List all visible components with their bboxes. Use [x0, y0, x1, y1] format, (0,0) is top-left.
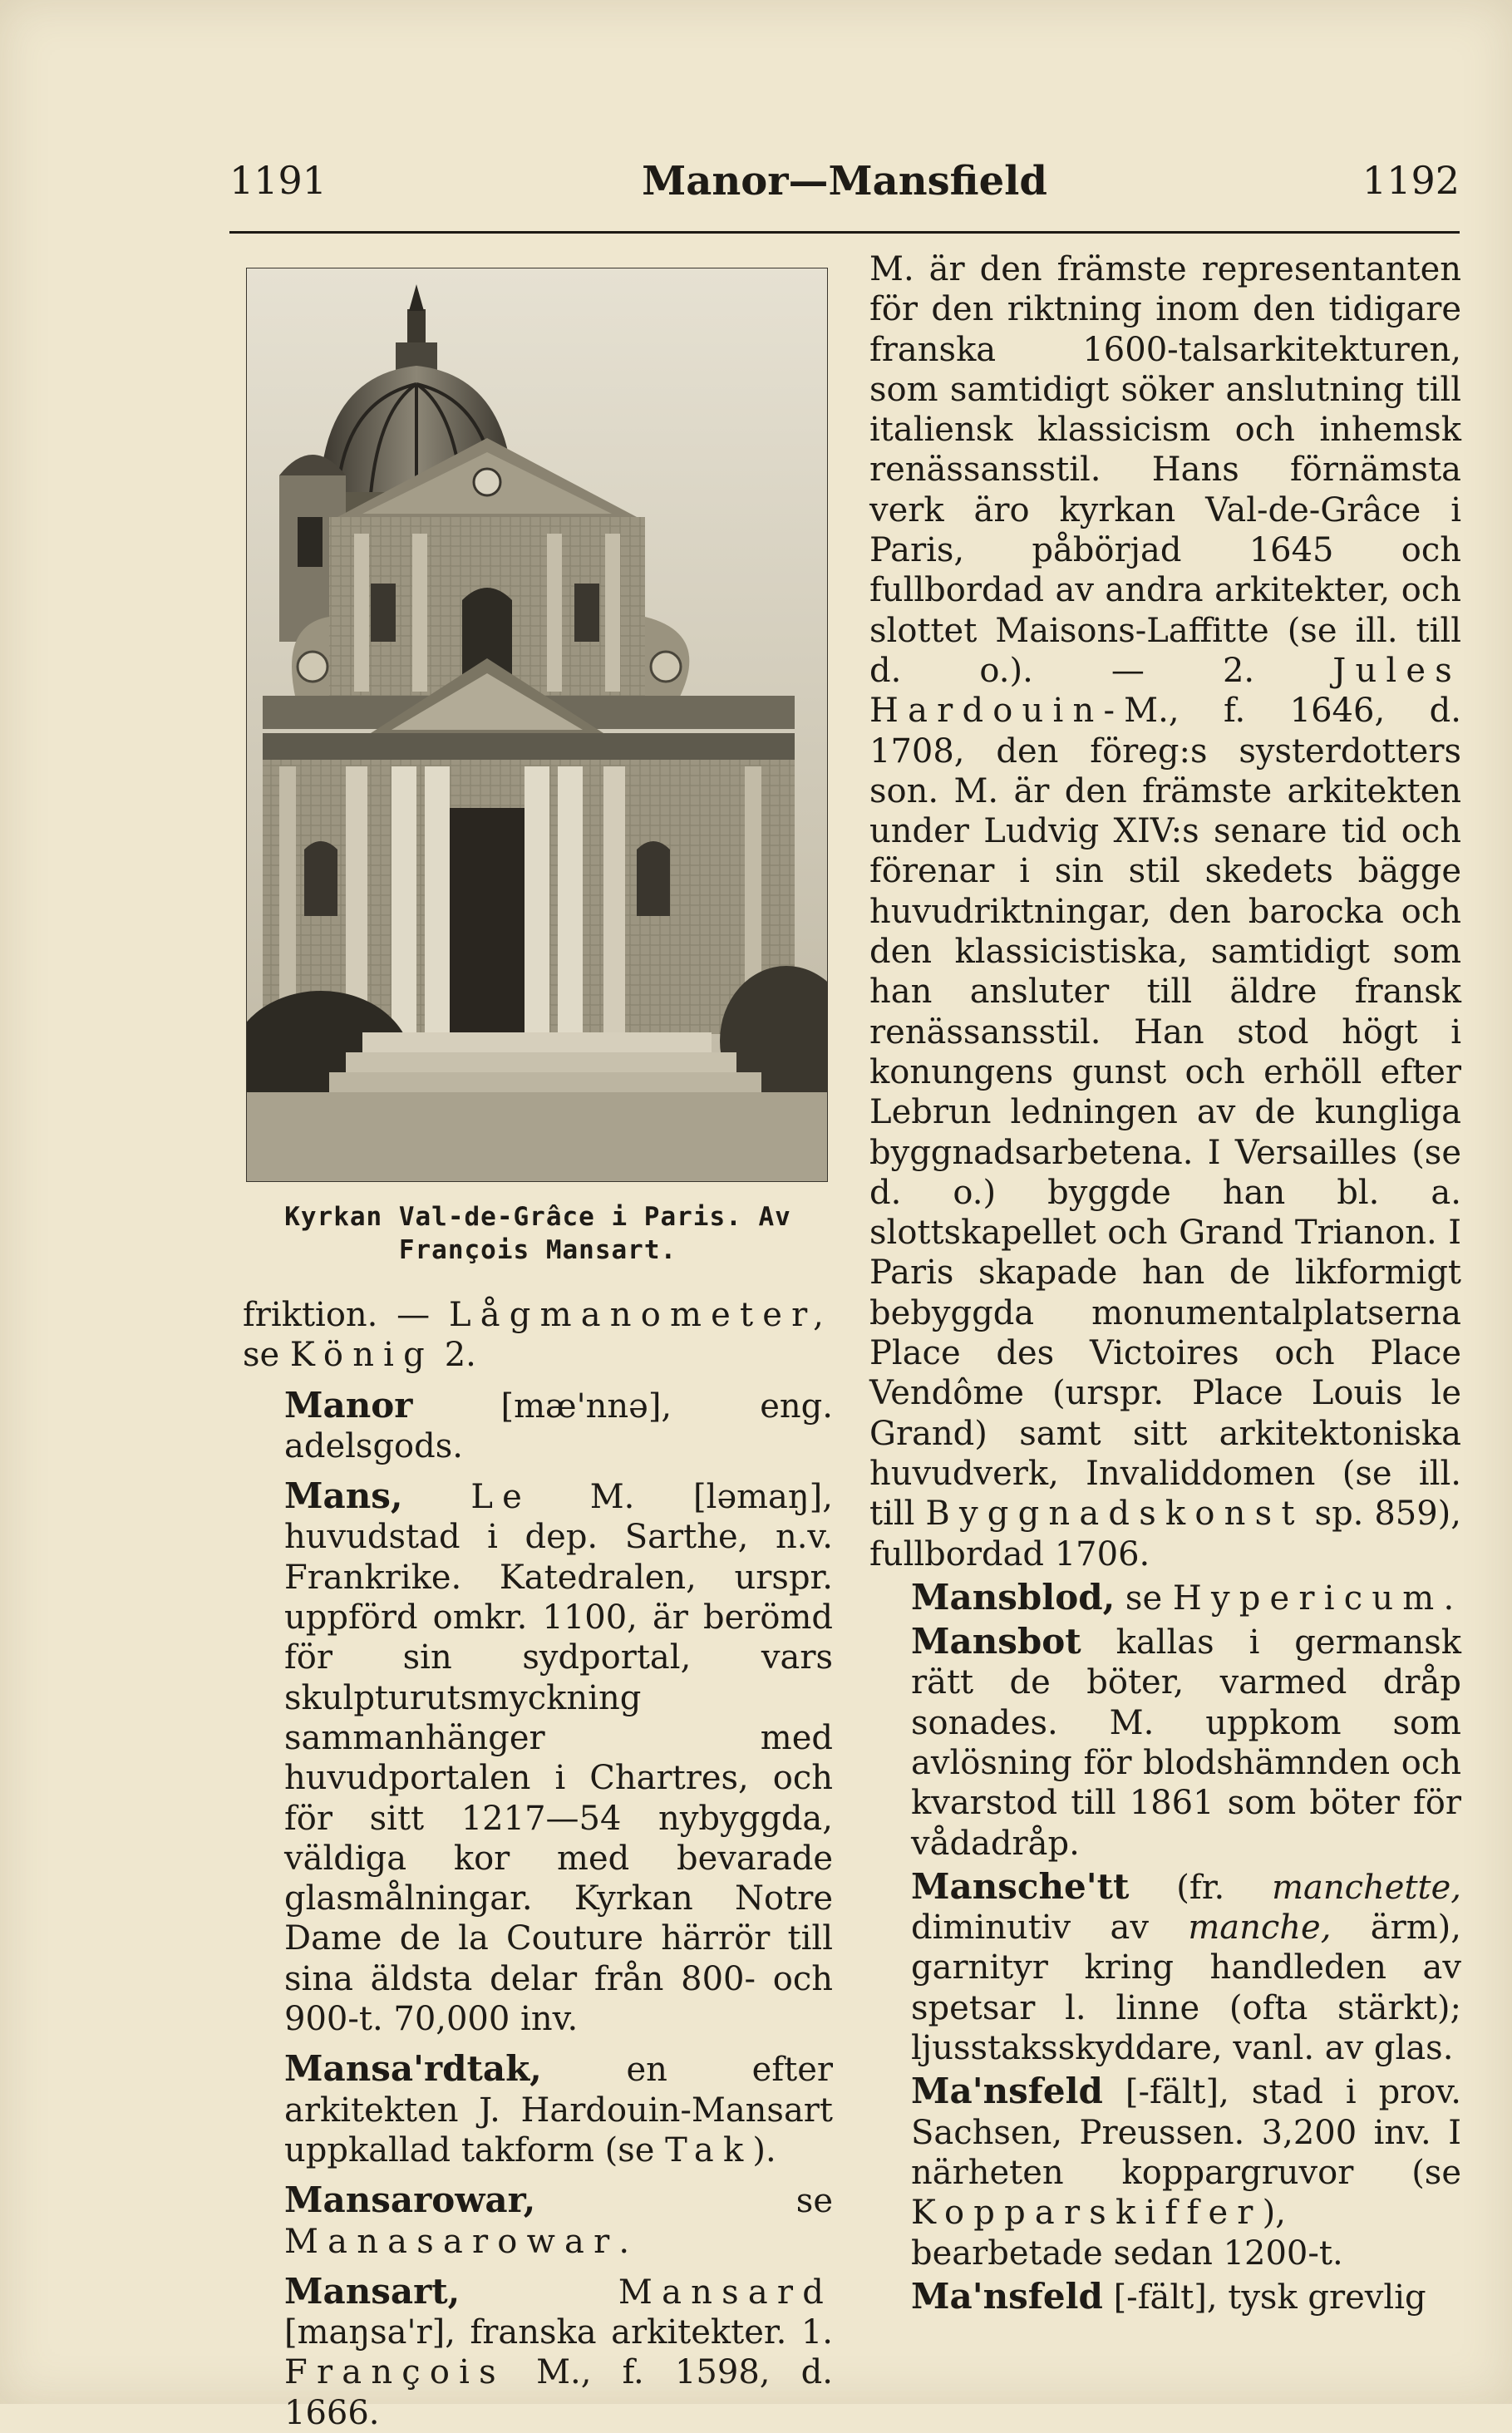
cross-reference: Kopparskiffer	[911, 2194, 1263, 2233]
entry-text: M., f. 1646, d. 1708, den föreg:s systerdotters son. M. är den främste arkitekten under Ludvig XIV:s senare tid och förenar i sin stil skedets bägge huvudriktningar, den barocka och den klassicistiska, samtidigt som han ansluter till äldre fransk renässansstil. Han stod högt i konungens gunst och erhöll efter Lebrun ledningen av de kungliga byggnadsarbetena. I Versailles (se d. o.) byggde han bl. a. slottskapellet och Grand Trianon. I Paris skapade han de likformigt bebyggda monumentalplatserna Place des Victoires och Place Vendôme (urspr. Place Louis le Grand) samt sitt arkitektoniska huvudverk, Invaliddomen (se ill. till	[869, 692, 1461, 1534]
entry-text: .	[1443, 1578, 1455, 1618]
header-rule	[229, 231, 1460, 234]
headword: Mans,	[284, 1475, 403, 1517]
entry-mansart-continuation	[869, 249, 1461, 1574]
entry-text: ärm), garnityr kring handleden av spetsar l. linne (ofta stärkt); ljusstaksskyddare, vanl. av glas.	[911, 1908, 1462, 2068]
entry-text: en efter arkitekten J. Hardouin-Mansart uppkallad takform (se	[284, 2051, 833, 2170]
entry-mansardtak	[243, 2049, 833, 2170]
spaced-name: François	[284, 2353, 505, 2392]
entry-mansfeld-town	[869, 2071, 1461, 2273]
entry-text: .	[618, 2222, 630, 2261]
headword: Mansbot	[911, 1621, 1081, 1662]
entry-text: sp. 859), fullbordad 1706.	[869, 1495, 1461, 1574]
right-column	[869, 249, 1461, 2317]
running-title: Manor—Mansfield	[642, 158, 1047, 204]
headword: Mansche'tt	[911, 1865, 1130, 1907]
entry-text: [mæ'nnə], eng. adelsgods.	[284, 1386, 833, 1465]
entry-manschett	[869, 1867, 1461, 2068]
left-page-number: 1191	[229, 158, 328, 203]
cross-reference: Hypericum	[1172, 1578, 1444, 1618]
entry-text: ).	[752, 2130, 776, 2170]
entry-text: se	[535, 2182, 833, 2221]
entry-text: diminutiv av	[911, 1908, 1189, 1948]
foreign-word: manchette,	[1272, 1868, 1461, 1907]
entry-text: M. [ləmaŋ], huvudstad i dep. Sarthe, n.v. Frankrike. Katedralen, urspr. uppförd omkr. 1100, är berömd för sin sydportal, vars skulpturutsmyckning sammanhänger med huvudportalen i Chartres, och för sitt 1217—54 nybyggda, väldiga kor med bevarade glasmålningar. Kyrkan Notre Dame de la Couture härrör till sina äldsta delar från 800- och 900-t. 70,000 inv.	[284, 1478, 833, 2039]
church-illustration	[246, 268, 828, 1182]
foreign-word: manche,	[1188, 1908, 1332, 1948]
left-column	[243, 268, 833, 2433]
entry-mans	[243, 1476, 833, 2039]
entry-mansbot	[869, 1622, 1461, 1864]
entry-text: M., f. 1598, d. 1666.	[284, 2353, 833, 2432]
entry-manor	[243, 1386, 833, 1467]
headword: Mansblod,	[911, 1576, 1116, 1618]
entry-mansblod	[869, 1578, 1461, 1618]
church-facade-image	[246, 268, 828, 1182]
headword: Mansarowar,	[284, 2179, 536, 2221]
headword: Ma'nsfeld	[911, 2275, 1103, 2317]
spaced-name: Jules Hardouin-	[869, 651, 1461, 731]
entry-continuation	[243, 1295, 833, 1376]
entry-text: kallas i germansk rätt de böter, varmed dråp sonades. M. uppkom som avlösning för blodshämnden och kvarstod till 1861 som böter för vådadråp.	[911, 1623, 1461, 1863]
cross-reference: König	[289, 1336, 434, 1375]
entry-text: ), bearbetade sedan 1200-t.	[911, 2194, 1343, 2273]
cross-reference: Lågmanometer,	[448, 1296, 833, 1334]
cross-reference: Byggnadskonst	[925, 1495, 1304, 1534]
entry-text: M. är den främste representanten för den riktning inom den tidigare franska 1600-talsarkitekturen, som samtidigt söker anslutning till italiensk klassicism och inhemsk renässansstil. Hans förnämsta verk äro kyrkan Val-de-Grâce i Paris, påbörjad 1645 och fullbordad av andra arkitekter, och slottet Maisons-Laffitte (se ill. till d. o.). — 2.	[869, 250, 1461, 690]
entry-text: [maŋsa'r], franska arkitekter. 1.	[284, 2313, 833, 2352]
text-run: 2.	[433, 1336, 476, 1375]
spaced-name: Mansard	[460, 2273, 833, 2312]
text-run: se	[243, 1336, 290, 1375]
headword: Ma'nsfeld	[911, 2071, 1103, 2112]
entry-mansart	[243, 2272, 833, 2433]
cross-reference: Tak	[665, 2130, 753, 2170]
headword: Manor	[284, 1384, 413, 1426]
running-header	[229, 158, 1460, 216]
headword: Mansart,	[284, 2270, 460, 2312]
headword: Mansa'rdtak,	[284, 2048, 542, 2090]
figure-caption: Kyrkan Val-de-Grâce i Paris. Av François Mansart.	[284, 1202, 791, 1265]
entry-text: [-fält], stad i prov. Sachsen, Preussen. 3,200 inv. I närheten koppargruvor (se	[911, 2073, 1461, 2192]
entry-mansarowar	[243, 2180, 833, 2262]
text-run: friktion. —	[243, 1296, 449, 1334]
entry-mansfeld-family	[869, 2277, 1461, 2317]
entry-text: se	[1115, 1578, 1173, 1618]
cross-reference: Manasarowar	[284, 2222, 619, 2261]
right-page-number: 1192	[1362, 158, 1460, 203]
spaced-name: Le	[402, 1478, 532, 1517]
entry-text: (fr.	[1129, 1868, 1273, 1907]
left-column-text	[243, 1295, 833, 2433]
entry-text: [-fält], tysk grevlig	[1102, 2278, 1426, 2317]
